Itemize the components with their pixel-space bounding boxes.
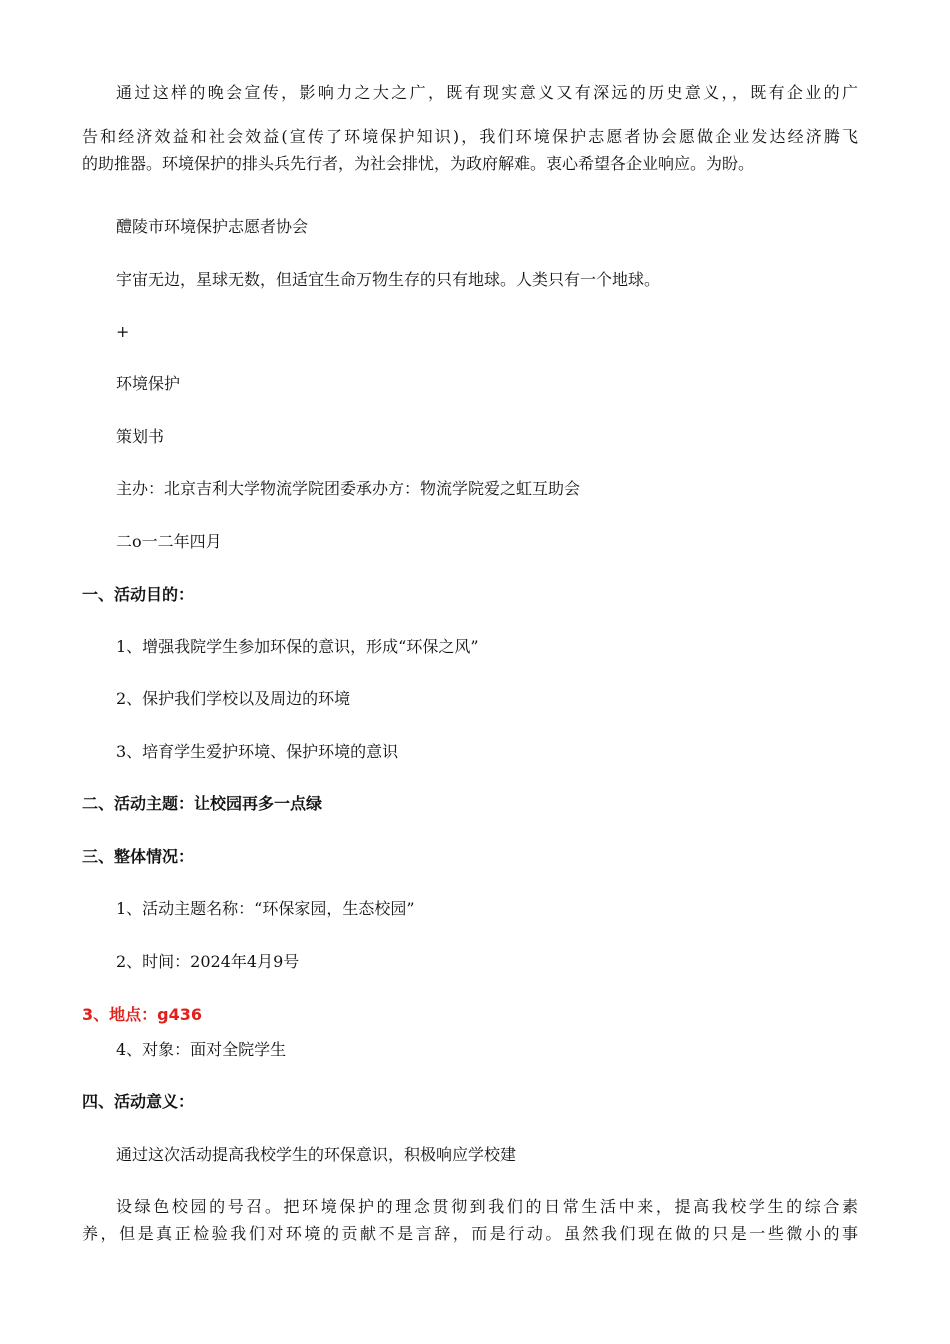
section-3-item-2: 2、时间：2024年4月9号 [116, 952, 300, 971]
section-1-item-2: 2、保护我们学校以及周边的环境 [116, 689, 351, 708]
section-1-heading: 一、活动目的： [82, 585, 195, 604]
organizers-line: 主办：北京吉利大学物流学院团委承办方：物流学院爱之虹互助会 [116, 479, 581, 498]
plus-mark: + [116, 322, 130, 341]
org-signature: 醴陵市环境保护志愿者协会 [116, 217, 309, 236]
document-subtitle: 策划书 [116, 427, 165, 446]
section-1-item-1: 1、增强我院学生参加环保的意识，形成“环保之风” [116, 637, 479, 656]
intro-paragraph-line-3: 的助推器。环境保护的排头兵先行者，为社会排忧，为政府解难。衷心希望各企业响应。为盼。 [82, 154, 755, 173]
intro-paragraph-line-1: 通过这样的晚会宣传，影响力之大之广，既有现实意义又有深远的历史意义，，既有企业的广 [116, 83, 858, 102]
intro-paragraph-line-2: 告和经济效益和社会效益(宣传了环境保护知识)，我们环境保护志愿者协会愿做企业发达经济腾飞 [82, 127, 858, 146]
section-4-paragraph-line-1: 设绿色校园的号召。把环境保护的理念贯彻到我们的日常生活中来，提高我校学生的综合素 [116, 1197, 858, 1216]
section-3-item-1: 1、活动主题名称：“环保家园，生态校园” [116, 899, 415, 918]
document-date: 二o一二年四月 [116, 532, 222, 551]
section-2-heading: 二、活动主题：让校园再多一点绿 [82, 794, 323, 813]
section-3-item-3-location: 3、地点：g436 [82, 1005, 202, 1024]
section-4-paragraph-line-2: 养，但是真正检验我们对环境的贡献不是言辞，而是行动。虽然我们现在做的只是一些微小的事 [82, 1224, 858, 1243]
intro-paragraph [82, 82, 858, 175]
earth-statement: 宇宙无边，星球无数，但适宜生命万物生存的只有地球。人类只有一个地球。 [116, 270, 661, 289]
section-4-line-1: 通过这次活动提高我校学生的环保意识，积极响应学校建 [116, 1145, 517, 1164]
section-4-heading: 四、活动意义： [82, 1092, 195, 1111]
section-4-paragraph [82, 1196, 858, 1245]
section-3-item-4: 4、对象：面对全院学生 [116, 1040, 287, 1059]
document-title: 环境保护 [116, 374, 181, 393]
section-3-heading: 三、整体情况： [82, 847, 195, 866]
section-1-item-3: 3、培育学生爱护环境、保护环境的意识 [116, 742, 399, 761]
